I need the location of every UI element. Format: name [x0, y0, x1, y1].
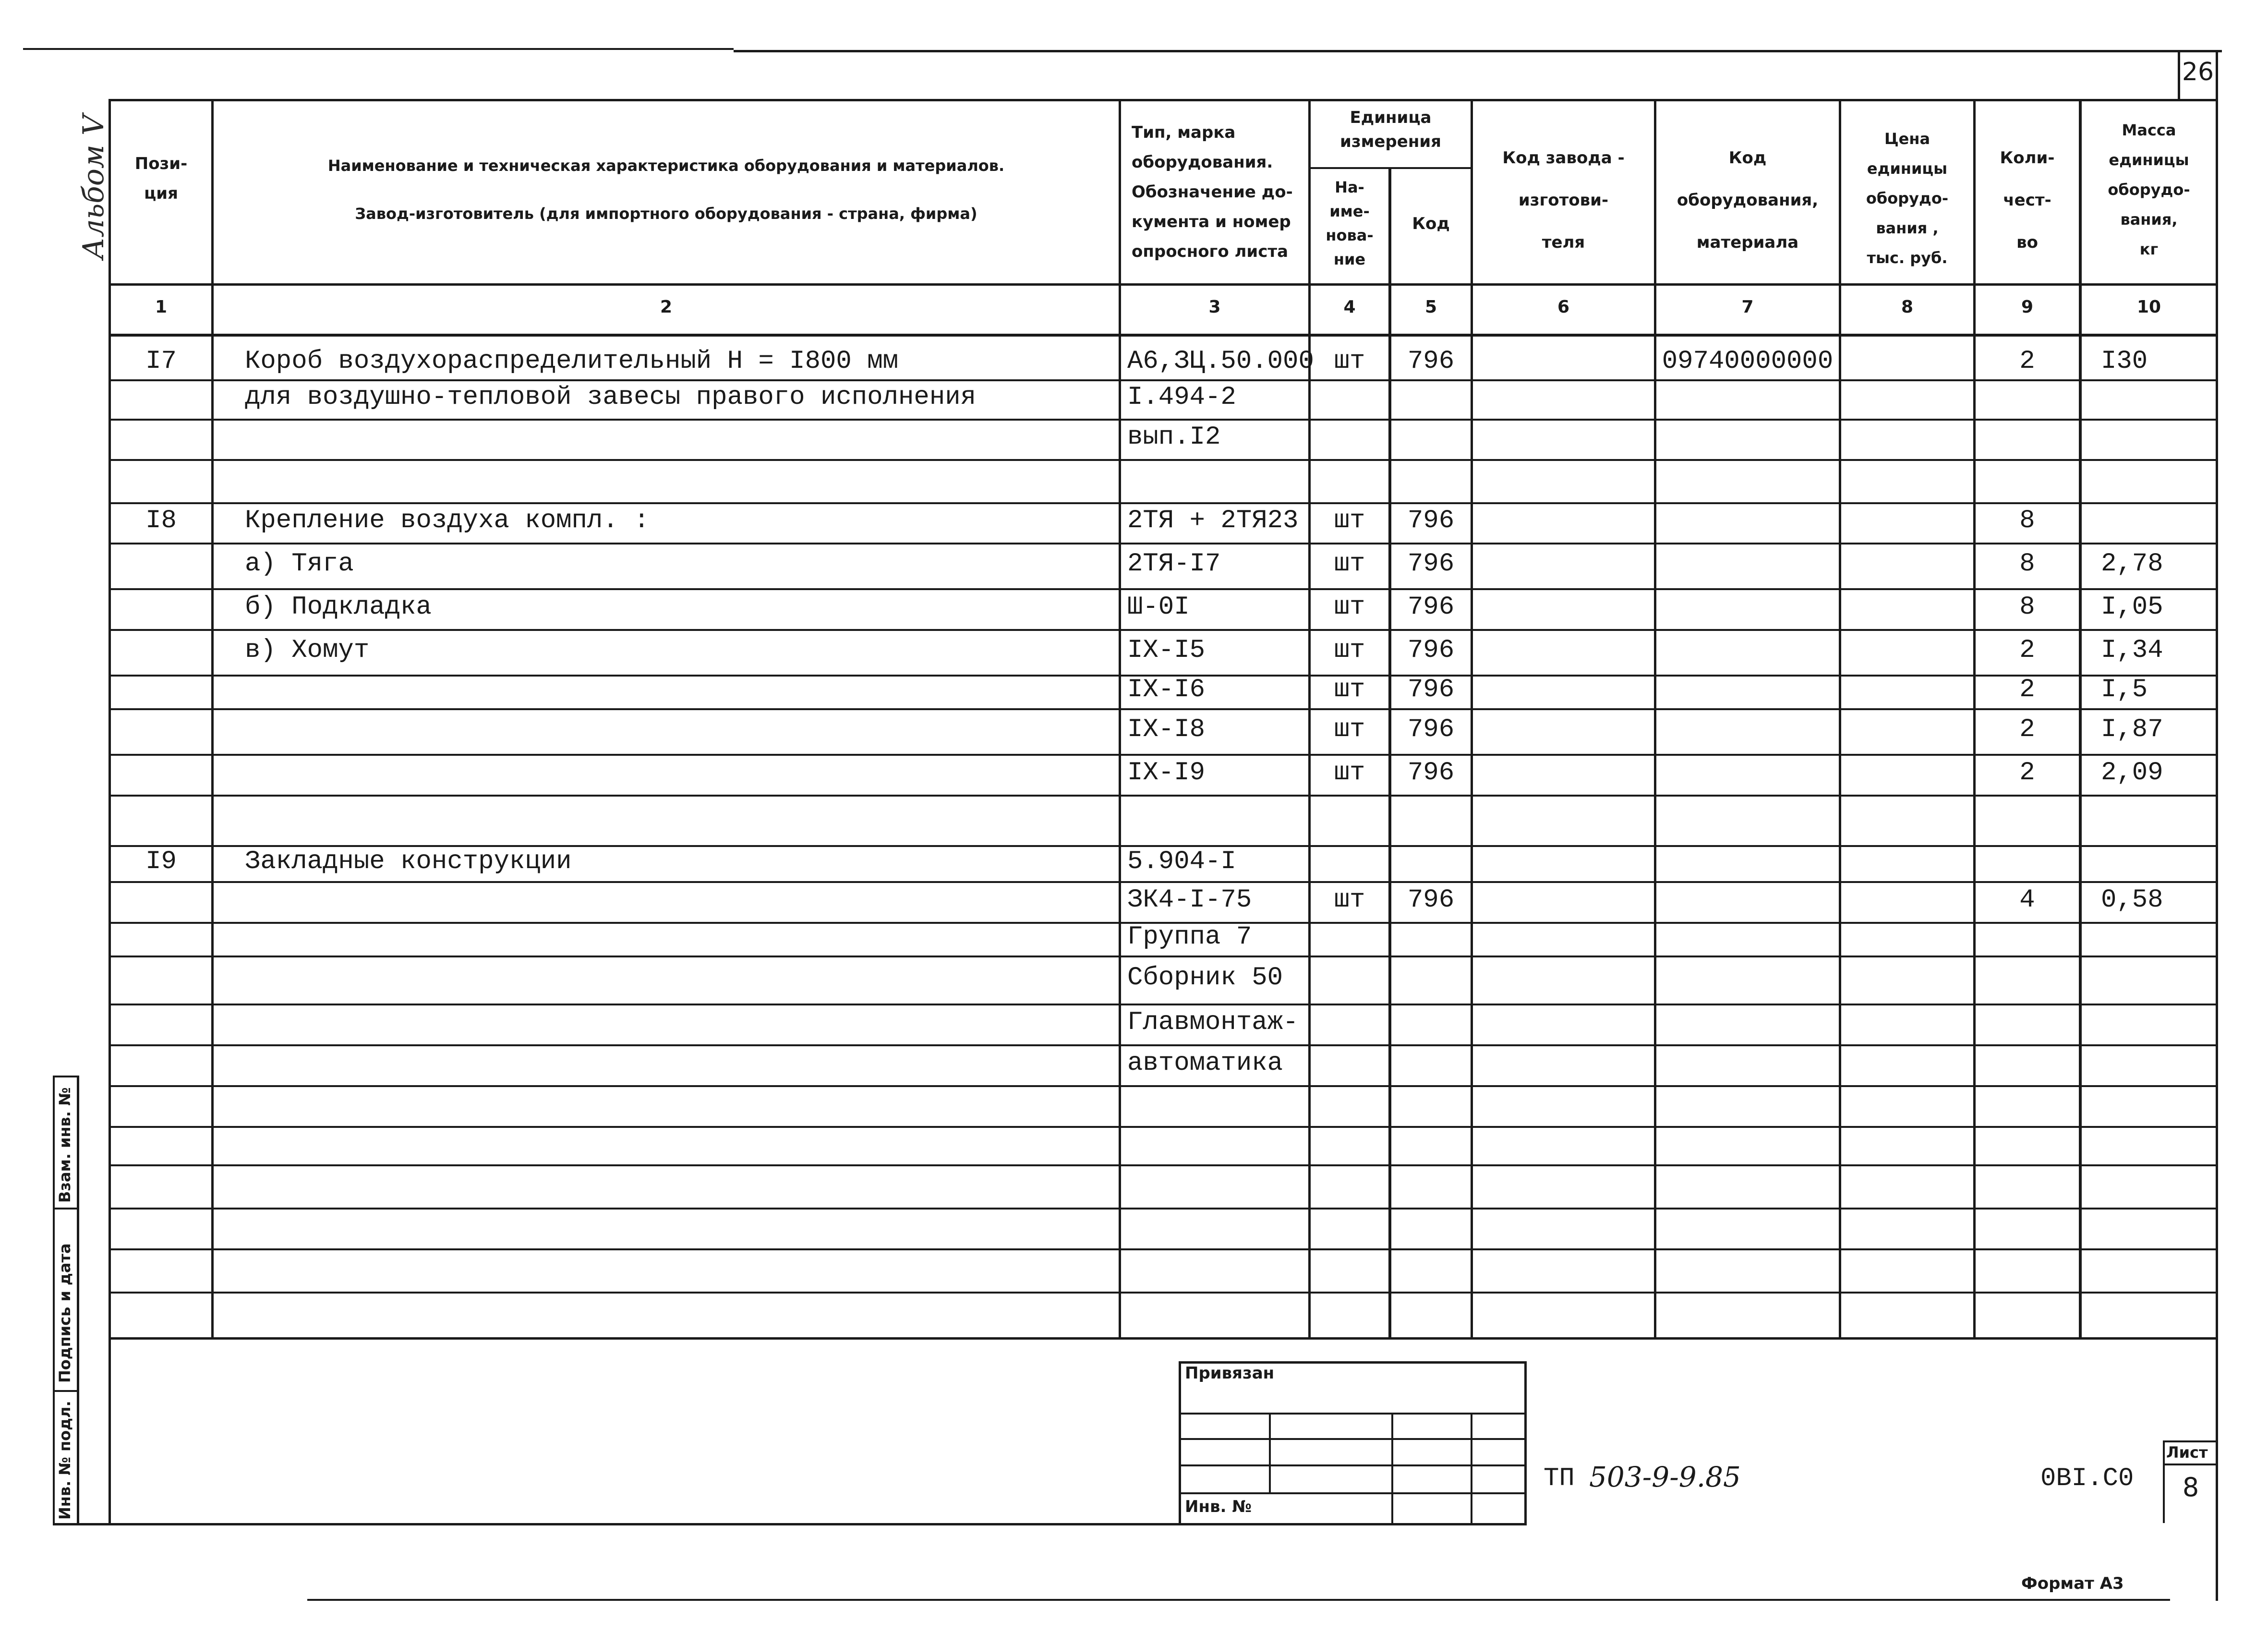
header-col9: Коли- чест- во — [2000, 148, 2055, 252]
right-frame-line — [2216, 50, 2218, 1601]
doc-prefix: ТП — [1544, 1464, 1575, 1493]
header-col7: Код оборудования, материала — [1677, 148, 1819, 252]
cell-name: в) Хомут — [245, 635, 370, 665]
col-number: 9 — [2021, 297, 2034, 317]
cell-type: IX-I6 — [1127, 675, 1206, 704]
sheet-box-left — [2163, 1440, 2165, 1523]
col-line-4 — [1388, 168, 1391, 1339]
corner-box-left — [2178, 50, 2180, 101]
doc-code: 0BI.C0 — [2040, 1464, 2134, 1493]
cell-name: б) Подкладка — [245, 592, 432, 622]
cell-qty: 2 — [2019, 758, 2035, 787]
table-top-border — [109, 99, 2217, 101]
row-line — [109, 1164, 2217, 1166]
row-line — [109, 881, 2217, 883]
cell-qty: 2 — [2019, 714, 2035, 744]
row-line — [109, 956, 2217, 957]
cell-qty: 2 — [2019, 635, 2035, 665]
cell-mass: I,05 — [2101, 592, 2163, 622]
header-col6: Код завода - изготови- теля — [1502, 148, 1625, 252]
cell-type: 2ТЯ-I7 — [1127, 549, 1221, 579]
cell-type: Ш-0I — [1127, 592, 1190, 622]
numbers-divider — [109, 334, 2217, 337]
cell-pos: I9 — [145, 847, 177, 876]
col-line-5 — [1471, 99, 1473, 1339]
cell-pos: I8 — [145, 506, 177, 535]
frame-bottom-line — [53, 1523, 1527, 1525]
format-label: Формат А3 — [2021, 1574, 2124, 1593]
col-number: 1 — [155, 297, 168, 317]
row-line — [109, 379, 2217, 381]
row-line — [109, 1292, 2217, 1294]
cell-name: для воздушно-тепловой завесы правого исполнения — [245, 383, 977, 412]
cell-type: I.494-2 — [1127, 383, 1236, 412]
cell-code: 796 — [1407, 635, 1455, 665]
cell-code: 796 — [1407, 758, 1455, 787]
cell-type: Сборник 50 — [1127, 963, 1283, 992]
cell-type: IX-I8 — [1127, 714, 1206, 744]
cell-pos: I7 — [145, 347, 177, 376]
row-line — [109, 1126, 2217, 1128]
corner-box-top — [2180, 50, 2217, 52]
col-number: 3 — [1208, 297, 1221, 317]
header-col1: Пози- ция — [134, 154, 188, 203]
cell-type: вып.I2 — [1127, 423, 1221, 452]
row-line — [109, 1085, 2217, 1087]
row-line — [109, 629, 2217, 631]
row-line — [109, 502, 2217, 504]
cell-type: автоматика — [1127, 1048, 1283, 1078]
col-number: 5 — [1424, 297, 1437, 317]
header-col2: Наименование и техническая характеристика оборудования и материалов. Завод-изготовитель (для импортного оборудования - страна, фирма) — [327, 157, 1005, 223]
col-number: 6 — [1557, 297, 1570, 317]
cell-name: а) Тяга — [245, 549, 354, 579]
col-line-6 — [1654, 99, 1656, 1339]
row-line — [109, 588, 2217, 590]
row-line — [109, 543, 2217, 544]
sheet-label: Лист — [2166, 1443, 2208, 1462]
cell-type: IX-I9 — [1127, 758, 1206, 787]
cell-unit: шт — [1334, 635, 1365, 665]
cell-unit: шт — [1334, 758, 1365, 787]
page-bottom-line — [307, 1599, 2170, 1601]
page-corner-number: 26 — [2182, 58, 2214, 86]
side-stamp-top — [53, 1076, 79, 1077]
cell-name: Короб воздухораспределительный Н = I800 мм — [245, 347, 899, 376]
sheet-number: 8 — [2182, 1472, 2199, 1502]
side-stamp-div2 — [53, 1390, 79, 1392]
cell-code: 796 — [1407, 714, 1455, 744]
cell-type: Группа 7 — [1127, 922, 1252, 952]
col-number: 4 — [1343, 297, 1356, 317]
header-unit-group: Единица измерения — [1340, 108, 1441, 151]
cell-qty: 4 — [2019, 885, 2035, 915]
cell-mass: I,34 — [2101, 635, 2163, 665]
row-line — [109, 459, 2217, 461]
cell-unit: шт — [1334, 885, 1365, 915]
top-frame-line — [734, 50, 2222, 52]
cell-mass: I30 — [2101, 347, 2148, 376]
col-number: 10 — [2136, 297, 2161, 317]
cell-mass: I,87 — [2101, 714, 2163, 744]
cell-unit: шт — [1334, 347, 1365, 376]
side-stamp-div1 — [53, 1208, 79, 1210]
cell-qty: 2 — [2019, 675, 2035, 704]
header-col10: Масса единицы оборудо- вания, кг — [2108, 121, 2190, 258]
cell-code: 796 — [1407, 549, 1455, 579]
cell-code: 796 — [1407, 506, 1455, 535]
col-line-2 — [1119, 99, 1121, 1339]
cell-qty: 8 — [2019, 592, 2035, 622]
cell-mass: I,5 — [2101, 675, 2148, 704]
cell-qty: 2 — [2019, 347, 2035, 376]
row-line — [109, 708, 2217, 710]
cell-type: ЗК4-I-75 — [1127, 885, 1252, 915]
cell-qty: 8 — [2019, 549, 2035, 579]
row-line — [109, 1044, 2217, 1046]
cell-name: Крепление воздуха компл. : — [245, 506, 650, 535]
cell-unit: шт — [1334, 592, 1365, 622]
top-trim-line — [23, 48, 734, 50]
row-line — [109, 419, 2217, 421]
cell-type: 5.904-I — [1127, 847, 1236, 876]
col-line-1 — [211, 99, 214, 1339]
header-col8: Цена единицы оборудо- вания , тыс. руб. — [1866, 130, 1949, 267]
cell-unit: шт — [1334, 549, 1365, 579]
cell-mass: 2,09 — [2101, 758, 2163, 787]
bound-label: Привязан — [1185, 1364, 1275, 1383]
cell-type: IX-I5 — [1127, 635, 1206, 665]
doc-number: 503-9-9.85 — [1589, 1461, 1741, 1493]
header-col3: Тип, марка оборудования. Обозначение до- кумента и номер опросного листа — [1132, 123, 1293, 261]
side-stamp-sign-label: Подпись и дата — [56, 1243, 74, 1383]
cell-unit: шт — [1334, 675, 1365, 704]
side-stamp-replace-label: Взам. инв. № — [56, 1087, 74, 1203]
cell-code: 796 — [1407, 885, 1455, 915]
sheet-box-div — [2163, 1464, 2217, 1465]
cell-code: 796 — [1407, 675, 1455, 704]
row-line — [109, 1004, 2217, 1005]
cell-matcode: 09740000000 — [1662, 347, 1834, 376]
side-stamp-mid — [77, 1076, 79, 1524]
header-divider — [109, 283, 2217, 286]
col-number: 7 — [1741, 297, 1754, 317]
row-line — [109, 1248, 2217, 1250]
cell-mass: 0,58 — [2101, 885, 2163, 915]
inv-label: Инв. № — [1185, 1497, 1252, 1516]
cell-type: 2ТЯ + 2ТЯ23 — [1127, 506, 1299, 535]
sheet-box-top — [2163, 1440, 2217, 1442]
row-line — [109, 795, 2217, 797]
cell-code: 796 — [1407, 347, 1455, 376]
header-col5: Код — [1412, 214, 1450, 233]
cell-name: Закладные конструкции — [245, 847, 572, 876]
album-note: Альбом V — [77, 114, 110, 259]
unit-group-divider — [1308, 167, 1472, 169]
header-col4: На- име- нова- ние — [1326, 178, 1374, 268]
cell-unit: шт — [1334, 506, 1365, 535]
row-line — [109, 754, 2217, 756]
cell-unit: шт — [1334, 714, 1365, 744]
col-line-9 — [2079, 99, 2082, 1339]
cell-type: А6,ЗЦ.50.000 — [1127, 347, 1314, 376]
table-bottom-border — [109, 1337, 2217, 1340]
cell-mass: 2,78 — [2101, 549, 2163, 579]
col-number: 8 — [1901, 297, 1914, 317]
side-stamp-left — [53, 1076, 55, 1524]
col-line-7 — [1839, 99, 1841, 1339]
cell-code: 796 — [1407, 592, 1455, 622]
row-line — [109, 1208, 2217, 1210]
cell-type: Главмонтаж- — [1127, 1007, 1299, 1037]
col-number: 2 — [660, 297, 673, 317]
cell-qty: 8 — [2019, 506, 2035, 535]
side-stamp-inv-label: Инв. № подл. — [56, 1401, 74, 1520]
